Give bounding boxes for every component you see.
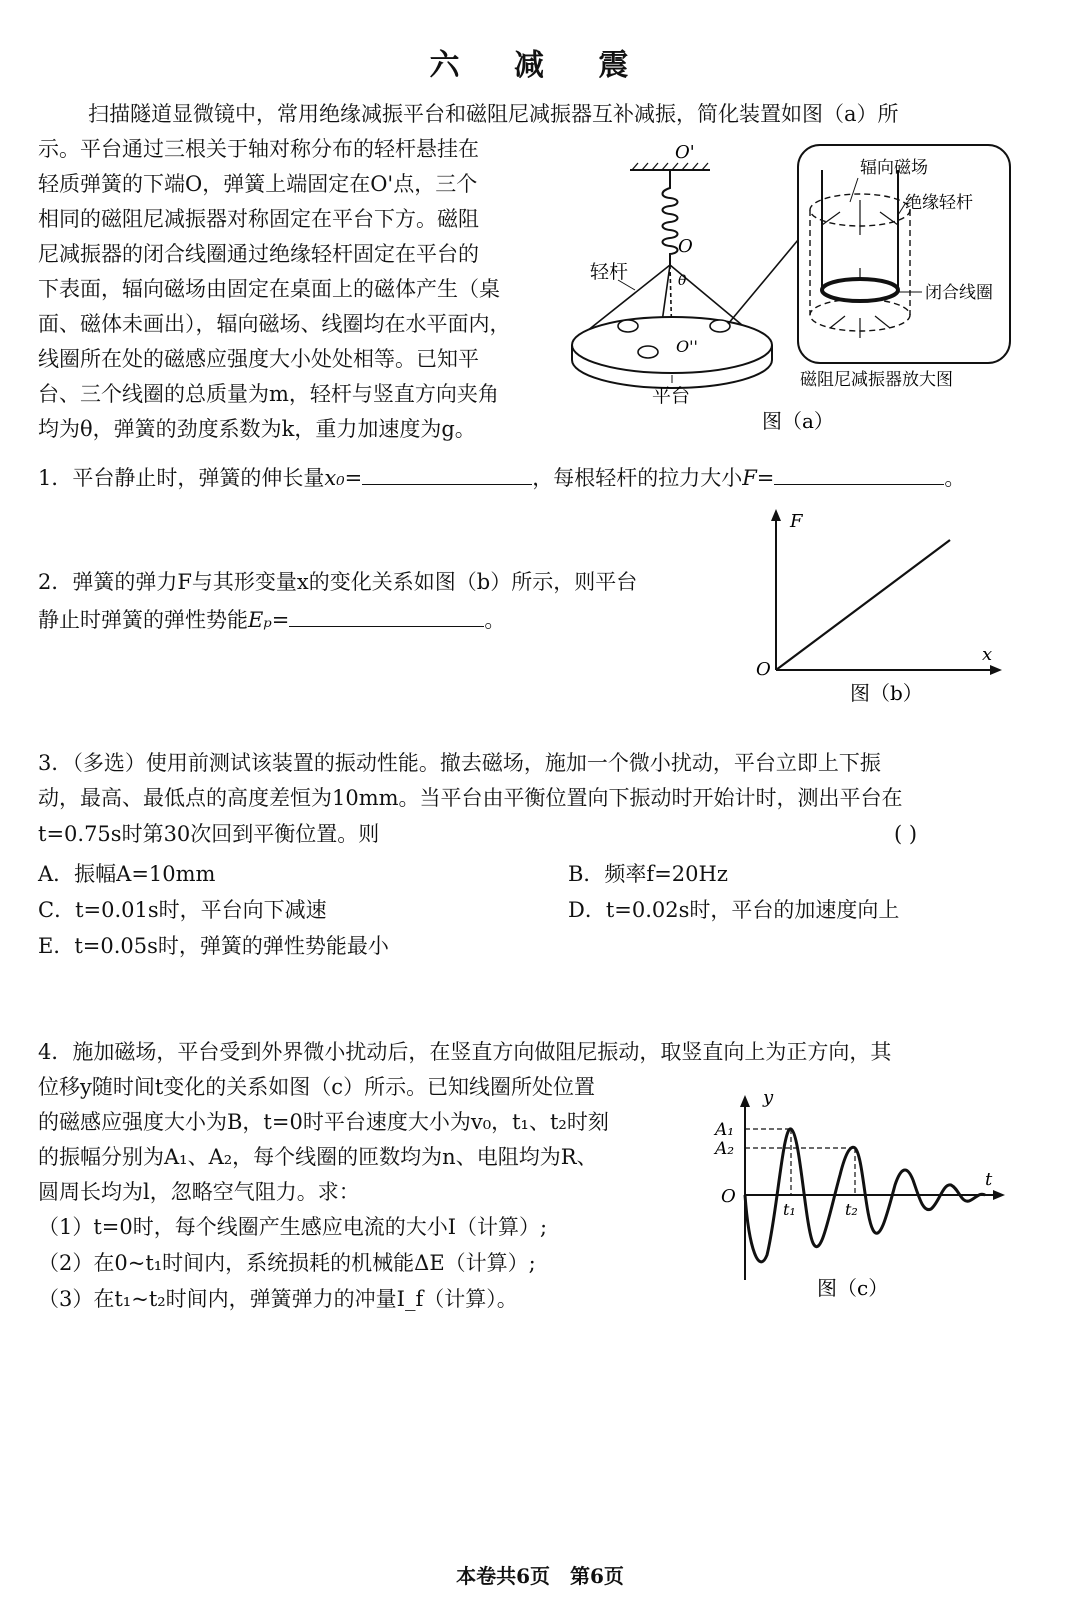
ceiling (630, 163, 710, 170)
intro-line-10: 均为θ，弹簧的劲度系数为k，重力加速度为g。 (38, 417, 476, 441)
q1-end: 。 (944, 466, 966, 490)
intro-line-2: 示。平台通过三根关于轴对称分布的轻杆悬挂在 (38, 137, 479, 161)
label-t1: t₁ (783, 1200, 796, 1219)
answer-bracket[interactable]: ( ) (894, 822, 918, 846)
question-4-line-1: 4．施加磁场，平台受到外界微小扰动后，在竖直方向做阻尼振动，取竖直向上为正方向，其 (38, 1040, 892, 1064)
t-axis-arrow (993, 1190, 1005, 1200)
intro-line-6: 下表面，辐向磁场由固定在桌面上的磁体产生（桌 (38, 277, 500, 301)
intro-line-8: 线圈所在处的磁感应强度大小处处相等。已知平 (38, 347, 479, 371)
label-a2: A₂ (715, 1139, 735, 1159)
intro-line-3: 轻质弹簧的下端O，弹簧上端固定在O'点，三个 (38, 172, 478, 196)
label-center: O'' (676, 337, 698, 356)
label-rod: 轻杆 (590, 261, 629, 283)
q2-text: 静止时弹簧的弹性势能 (38, 608, 248, 632)
q1-blank-a[interactable] (362, 462, 532, 485)
fig-c-y-label: y (763, 1087, 774, 1108)
x-axis-arrow (990, 665, 1002, 675)
intro-line-1: 扫描隧道显微镜中，常用绝缘减振平台和磁阻尼减振器互补减振，简化装置如图（a）所 (88, 102, 899, 126)
q1-var-a: x₀= (324, 466, 363, 490)
label-a1: A₁ (715, 1120, 735, 1140)
fig-b-y-label: F (790, 511, 803, 532)
intro-line-7: 面、磁体未画出），辐向磁场、线圈均在水平面内， (38, 312, 511, 336)
inset-caption: 磁阻尼减振器放大图 (800, 370, 953, 390)
option-d[interactable]: D．t=0.02s时，平台的加速度向上 (568, 898, 900, 922)
y-axis-arrow (740, 1095, 750, 1107)
figure-c (705, 1085, 1015, 1315)
fig-b-x-label: x (982, 644, 993, 665)
page-footer: 本卷共6页 第6页 (456, 1564, 624, 1588)
option-b[interactable]: B．频率f=20Hz (568, 862, 728, 886)
question-3-line-1: 3．（多选）使用前测试该装置的振动性能。撤去磁场，施加一个微小扰动，平台立即上下振 (38, 751, 881, 775)
fig-c-origin: O (721, 1186, 736, 1207)
intro-line-4: 相同的磁阻尼减振器对称固定在平台下方。磁阻 (38, 207, 479, 231)
option-a[interactable]: A．振幅A=10mm (38, 862, 216, 886)
figure-b-caption: 图（b） (850, 681, 923, 705)
label-theta: θ (678, 273, 687, 289)
label-radial-field: 辐向磁场 (860, 158, 928, 178)
figure-c-caption: 图（c） (817, 1276, 889, 1300)
fig-c-x-label: t (985, 1169, 993, 1190)
question-2-line-1: 2．弹簧的弹力F与其形变量x的变化关系如图（b）所示，则平台 (38, 570, 638, 594)
q2-end: 。 (484, 608, 506, 632)
question-2-line-2 (38, 604, 505, 634)
question-4-line-4: 的振幅分别为A₁、A₂，每个线圈的匝数均为n、电阻均为R、 (38, 1145, 598, 1169)
option-e[interactable]: E．t=0.05s时，弹簧的弹性势能最小 (38, 934, 389, 958)
option-c[interactable]: C．t=0.01s时，平台向下减速 (38, 898, 327, 922)
y-axis-arrow (771, 509, 781, 521)
force-line (776, 540, 950, 670)
question-4-line-5: 圆周长均为l，忽略空气阻力。求： (38, 1180, 360, 1204)
label-insulating-rod: 绝缘轻杆 (905, 193, 973, 213)
fig-b-origin: O (756, 659, 771, 680)
label-spring-end: O (678, 236, 693, 257)
question-4-line-2: 位移y随时间t变化的关系如图（c）所示。已知线圈所处位置 (38, 1075, 596, 1099)
label-top-point: O' (675, 142, 695, 163)
figure-a-caption: 图（a） (762, 409, 834, 433)
question-3-line-3: t=0.75s时第30次回到平衡位置。则 (38, 822, 380, 846)
q1-text-b: ，每根轻杆的拉力大小 (532, 466, 743, 490)
question-4-sub-2: （2）在0~t₁时间内，系统损耗的机械能ΔE（计算）; (38, 1251, 536, 1275)
inset-connector (728, 240, 798, 324)
intro-line-9: 台、三个线圈的总质量为m，轻杆与竖直方向夹角 (38, 382, 499, 406)
label-t2: t₂ (845, 1200, 858, 1219)
question-4-sub-1: （1）t=0时，每个线圈产生感应电流的大小I（计算）; (38, 1215, 548, 1239)
q1-blank-b[interactable] (774, 462, 944, 485)
figure-a (560, 140, 1050, 440)
figure-b (750, 505, 1010, 710)
q1-var-b: F= (742, 466, 775, 490)
label-coil: 闭合线圈 (925, 283, 993, 303)
question-4-sub-3: （3）在t₁~t₂时间内，弹簧弹力的冲量I_f（计算）。 (38, 1287, 518, 1311)
question-3-line-2: 动，最高、最低点的高度差恒为10mm。当平台由平衡位置向下振动时开始计时，测出平台在 (38, 786, 903, 810)
q2-blank[interactable] (289, 604, 484, 627)
q2-var: Eₚ= (248, 608, 290, 632)
intro-line-5: 尼减振器的闭合线圈通过绝缘轻杆固定在平台的 (38, 242, 479, 266)
label-platform: 平台 (652, 385, 691, 407)
page-title: 六 减 震 (429, 48, 651, 83)
question-1 (38, 462, 965, 492)
q1-text-a: 1．平台静止时，弹簧的伸长量 (38, 466, 325, 490)
question-4-line-3: 的磁感应强度大小为B，t=0时平台速度大小为v₀，t₁、t₂时刻 (38, 1110, 609, 1134)
spring (663, 170, 678, 265)
